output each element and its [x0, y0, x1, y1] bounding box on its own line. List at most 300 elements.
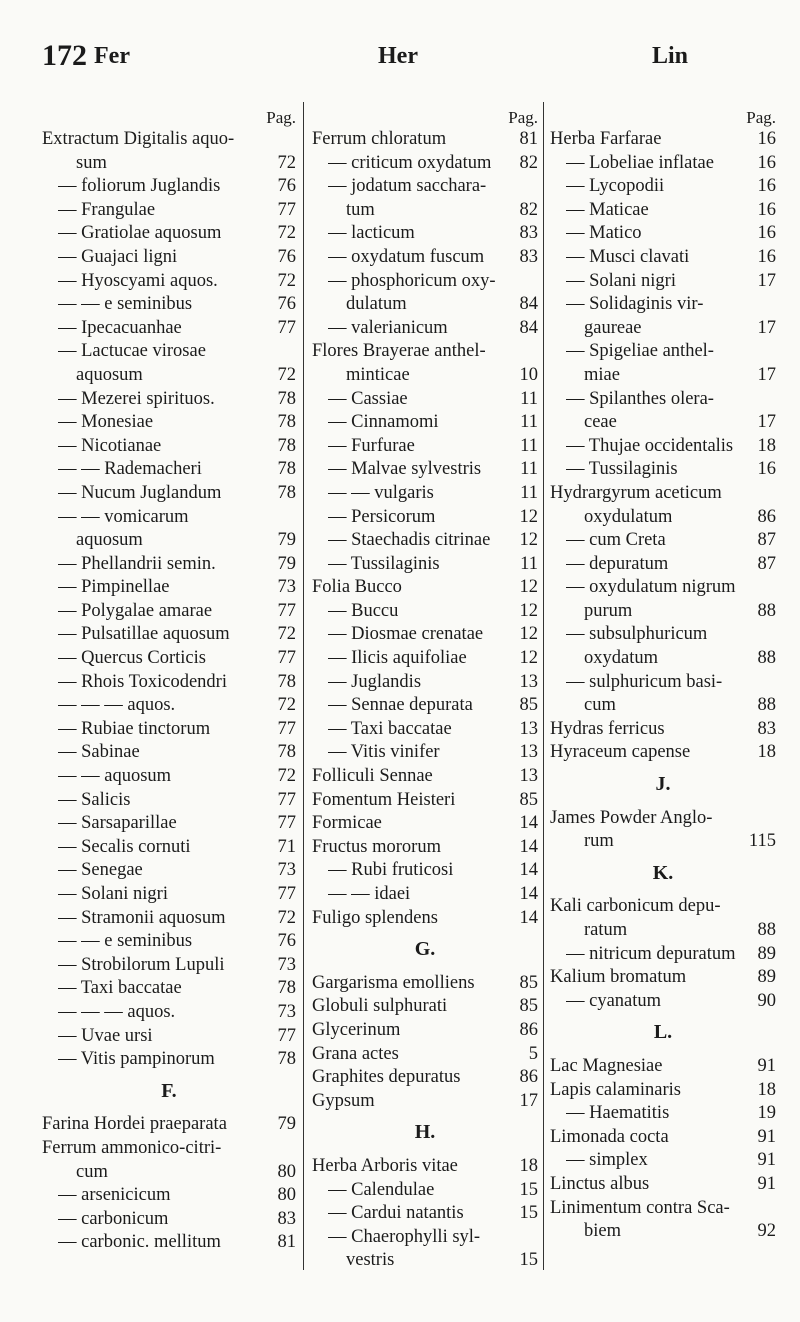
index-entry: [312, 482, 538, 506]
entry-term: — Cinnamomi: [328, 412, 439, 433]
entry-page-number: 10: [519, 364, 538, 385]
entry-page-number: 85: [519, 972, 538, 993]
index-entry: [42, 930, 296, 954]
entry-page-number: 78: [277, 671, 296, 692]
entry-term: Kali carbonicum depu-: [550, 896, 721, 917]
entry-page-number: 91: [757, 1055, 776, 1076]
index-entry: [550, 529, 776, 553]
entry-page-number: 89: [757, 943, 776, 964]
entry-page-number: 90: [757, 990, 776, 1011]
index-entry: [312, 222, 538, 246]
index-entry: [550, 1149, 776, 1173]
entry-page-number: 11: [520, 435, 538, 456]
entry-page-number: 85: [519, 695, 538, 716]
entry-page-number: 92: [757, 1221, 776, 1242]
index-entry: [550, 364, 776, 388]
entry-term: — sulphuricum basi-: [566, 671, 723, 692]
entry-term: Grana actes: [312, 1043, 399, 1064]
entry-page-number: 76: [277, 931, 296, 952]
entry-term: Ferrum ammonico-citri-: [42, 1137, 222, 1158]
entry-page-number: 12: [519, 648, 538, 669]
index-entry: [42, 954, 296, 978]
entry-page-number: 18: [757, 742, 776, 763]
entry-page-number: 88: [757, 695, 776, 716]
index-entry: [312, 718, 538, 742]
entry-term: — Lactucae virosae: [58, 341, 206, 362]
entry-term: — Sabinae: [58, 742, 140, 763]
index-entry: [42, 175, 296, 199]
index-entry: [550, 990, 776, 1014]
index-entry: [550, 175, 776, 199]
index-entry: [42, 977, 296, 1001]
index-entry: [42, 623, 296, 647]
index-entry: [312, 128, 538, 152]
entry-page-number: 11: [520, 482, 538, 503]
entry-term: dulatum: [346, 294, 407, 315]
index-entry: [550, 388, 776, 412]
index-entry: [312, 506, 538, 530]
index-entry: [312, 694, 538, 718]
entry-term: — Thujae occidentalis: [566, 435, 734, 456]
entry-page-number: 91: [757, 1173, 776, 1194]
index-entry: [42, 718, 296, 742]
index-entry: [312, 600, 538, 624]
entry-page-number: 83: [519, 246, 538, 267]
entry-page-number: 88: [757, 648, 776, 669]
entry-term: Folia Bucco: [312, 577, 402, 598]
index-entry: [312, 812, 538, 836]
entry-page-number: 87: [757, 553, 776, 574]
entry-term: — oxydulatum nigrum: [566, 577, 736, 598]
entry-page-number: 79: [277, 553, 296, 574]
index-entry: [550, 600, 776, 624]
entry-term: vestris: [346, 1250, 395, 1271]
entry-page-number: 19: [757, 1103, 776, 1124]
index-entry: [42, 1137, 296, 1161]
entry-page-number: 18: [757, 1079, 776, 1100]
entry-term: — Strobilorum Lupuli: [58, 954, 225, 975]
index-entry: [550, 623, 776, 647]
index-entry: [42, 388, 296, 412]
index-entry: [42, 482, 296, 506]
entry-term: Graphites depuratus: [312, 1067, 461, 1088]
entry-term: Herba Arboris vitae: [312, 1155, 458, 1176]
index-entry: [312, 647, 538, 671]
entry-page-number: 14: [519, 836, 538, 857]
index-entry: [312, 1066, 538, 1090]
entry-page-number: 13: [519, 766, 538, 787]
entry-term: Hydrargyrum aceticum: [550, 482, 722, 503]
entry-term: — Furfurae: [328, 435, 415, 456]
entry-page-number: 17: [519, 1090, 538, 1111]
index-entry: [312, 1090, 538, 1114]
index-entry: [42, 1184, 296, 1208]
entry-page-number: 87: [757, 530, 776, 551]
entry-page-number: 72: [277, 270, 296, 291]
entry-term: Fomentum Heisteri: [312, 789, 456, 810]
entry-page-number: 72: [277, 907, 296, 928]
index-entry: [312, 411, 538, 435]
index-entry: [550, 128, 776, 152]
entry-page-number: 77: [277, 600, 296, 621]
index-entry: [42, 152, 296, 176]
entry-page-number: 78: [277, 412, 296, 433]
index-entry: [312, 1202, 538, 1226]
entry-page-number: 77: [277, 317, 296, 338]
pag-label: Pag.: [508, 108, 538, 127]
entry-term: — — e seminibus: [58, 931, 193, 952]
entry-term: — Buccu: [328, 600, 399, 621]
index-entry: [42, 576, 296, 600]
entry-term: — Cardui natantis: [328, 1203, 464, 1224]
entry-term: Lac Magnesiae: [550, 1055, 663, 1076]
entry-page-number: 11: [520, 412, 538, 433]
index-entry: [550, 1102, 776, 1126]
index-entry: [312, 152, 538, 176]
entry-page-number: 77: [277, 718, 296, 739]
entry-term: Linctus albus: [550, 1173, 650, 1194]
entry-term: — Phellandrii semin.: [58, 553, 216, 574]
entry-page-number: 76: [277, 294, 296, 315]
entry-term: — Nicotianae: [58, 435, 162, 456]
entry-page-number: 72: [277, 695, 296, 716]
index-entry: [550, 919, 776, 943]
index-entry: [42, 907, 296, 931]
entry-term: purum: [584, 600, 633, 621]
index-column-1: [42, 108, 296, 1255]
entry-page-number: 17: [757, 412, 776, 433]
entry-term: — Solani nigri: [58, 884, 168, 904]
entry-page-number: 88: [757, 920, 776, 940]
index-entry: [550, 553, 776, 577]
entry-term: sum: [76, 152, 107, 173]
entry-page-number: 15: [519, 1179, 538, 1200]
entry-term: Fuligo splendens: [312, 907, 438, 928]
index-entry: [550, 411, 776, 435]
entry-term: — Lycopodii: [566, 176, 665, 197]
entry-page-number: 72: [277, 364, 296, 385]
index-entry: [550, 741, 776, 765]
entry-term: ceae: [584, 412, 617, 433]
index-entry: [312, 199, 538, 223]
entry-page-number: 76: [277, 176, 296, 197]
entry-term: — Cassiae: [328, 388, 408, 409]
entry-term: — — — aquos.: [58, 695, 176, 716]
entry-page-number: 11: [520, 553, 538, 574]
entry-term: — Maticae: [566, 199, 649, 220]
index-entry: [550, 506, 776, 530]
index-entry: [312, 836, 538, 860]
entry-term: Linimentum contra Sca-: [550, 1197, 730, 1218]
index-entry: [42, 293, 296, 317]
entry-page-number: 12: [519, 624, 538, 645]
entry-page-number: 82: [519, 199, 538, 220]
index-entry: [312, 907, 538, 931]
entry-page-number: 16: [757, 246, 776, 267]
entry-term: Hydras ferricus: [550, 718, 665, 739]
entry-term: — — Rademacheri: [58, 459, 202, 480]
index-entry: [550, 317, 776, 341]
entry-page-number: 77: [277, 199, 296, 220]
entry-term: — Tussilaginis: [328, 553, 440, 574]
entry-term: — carbonicum: [58, 1208, 169, 1229]
index-entry: [550, 293, 776, 317]
entry-term: oxydulatum: [584, 506, 673, 527]
entry-page-number: 88: [757, 600, 776, 621]
index-entry: [312, 458, 538, 482]
entry-term: — Pimpinellae: [58, 577, 170, 598]
index-entry: [42, 1161, 296, 1185]
index-entry: [42, 529, 296, 553]
entry-page-number: 72: [277, 624, 296, 645]
entry-page-number: 91: [757, 1126, 776, 1147]
index-entry: [42, 1231, 296, 1255]
entry-page-number: 12: [519, 530, 538, 551]
entry-page-number: 14: [519, 884, 538, 904]
index-entry: [42, 1001, 296, 1025]
entry-page-number: 72: [277, 766, 296, 787]
entry-page-number: 83: [277, 1208, 296, 1229]
entry-page-number: 86: [519, 1019, 538, 1040]
entry-term: rum: [584, 831, 614, 852]
entry-term: — Solani nigri: [566, 270, 676, 291]
index-entry: [312, 1179, 538, 1203]
index-entry: [550, 943, 776, 967]
index-entry: [42, 246, 296, 270]
entry-term: — cum Creta: [566, 530, 666, 551]
entry-term: — criticum oxydatum: [328, 152, 492, 173]
entry-term: — valerianicum: [328, 317, 448, 338]
index-entry: [42, 694, 296, 718]
entry-page-number: 91: [757, 1150, 776, 1171]
entry-term: — Sennae depurata: [328, 695, 473, 716]
entry-page-number: 5: [528, 1043, 538, 1064]
entry-term: — Secalis cornuti: [58, 836, 191, 857]
entry-term: Formicae: [312, 813, 382, 834]
entry-term: — Rhois Toxicodendri: [58, 671, 227, 692]
index-entry: [312, 529, 538, 553]
entry-term: Glycerinum: [312, 1019, 401, 1040]
index-entry: [42, 859, 296, 883]
index-entry: [42, 435, 296, 459]
index-entry: [312, 883, 538, 907]
entry-page-number: 12: [519, 600, 538, 621]
entry-page-number: 79: [277, 530, 296, 551]
entry-page-number: 77: [277, 648, 296, 669]
index-entry: [550, 966, 776, 990]
entry-page-number: 79: [277, 1114, 296, 1135]
entry-page-number: 73: [277, 577, 296, 598]
header-right-keyword: Lin: [652, 43, 689, 69]
index-entry: [42, 741, 296, 765]
entry-page-number: 76: [277, 246, 296, 267]
index-entry: [550, 1126, 776, 1150]
entry-term: — Senegae: [58, 860, 143, 881]
entry-term: — — e seminibus: [58, 294, 193, 315]
entry-term: aquosum: [76, 364, 143, 385]
index-entry: [312, 1043, 538, 1067]
section-letter: L.: [653, 1021, 673, 1044]
entry-page-number: 77: [277, 884, 296, 904]
entry-term: — Ipecacuanhae: [58, 317, 182, 338]
index-entry: [550, 576, 776, 600]
entry-page-number: 12: [519, 506, 538, 527]
entry-page-number: 86: [519, 1067, 538, 1088]
entry-term: cum: [76, 1161, 108, 1182]
index-column-2: [312, 108, 538, 1273]
entry-page-number: 78: [277, 1049, 296, 1070]
entry-page-number: 83: [519, 223, 538, 244]
entry-page-number: 115: [748, 831, 776, 852]
entry-page-number: 85: [519, 996, 538, 1017]
index-entry: [312, 1226, 538, 1250]
index-entry: [42, 671, 296, 695]
index-entry: [550, 435, 776, 459]
entry-page-number: 15: [519, 1203, 538, 1224]
entry-term: Hyraceum capense: [550, 742, 691, 763]
index-entry: [42, 883, 296, 907]
pag-label: Pag.: [266, 108, 296, 127]
index-entry: [312, 340, 538, 364]
index-entry: [42, 270, 296, 294]
index-entry: [550, 482, 776, 506]
entry-page-number: 14: [519, 860, 538, 881]
section-letter: J.: [655, 773, 671, 796]
index-entry: [312, 388, 538, 412]
index-entry: [42, 222, 296, 246]
index-entry: [42, 553, 296, 577]
index-entry: [550, 694, 776, 718]
entry-page-number: 77: [277, 789, 296, 810]
entry-term: — depuratum: [566, 553, 669, 574]
entry-term: — — — aquos.: [58, 1001, 176, 1022]
entry-page-number: 78: [277, 435, 296, 456]
entry-term: — Stramonii aquosum: [58, 907, 226, 928]
section-letter: H.: [414, 1121, 436, 1144]
entry-page-number: 16: [757, 459, 776, 480]
index-entry: [550, 340, 776, 364]
entry-term: — Quercus Corticis: [58, 648, 206, 669]
entry-term: — — aquosum: [58, 766, 172, 787]
entry-term: — Rubiae tinctorum: [58, 718, 211, 739]
index-entry: [550, 1197, 776, 1221]
index-entry: [550, 807, 776, 831]
index-column-3: [550, 108, 776, 1244]
index-entry: [42, 836, 296, 860]
entry-page-number: 13: [519, 718, 538, 739]
entry-page-number: 18: [757, 435, 776, 456]
index-entry: [42, 317, 296, 341]
entry-term: — phosphoricum oxy-: [328, 270, 496, 291]
entry-page-number: 80: [277, 1161, 296, 1182]
entry-term: — Gratiolae aquosum: [58, 223, 222, 244]
entry-term: — Calendulae: [328, 1179, 435, 1200]
entry-term: Gypsum: [312, 1090, 375, 1111]
entry-page-number: 14: [519, 813, 538, 834]
index-entry: [42, 506, 296, 530]
index-entry: [312, 270, 538, 294]
entry-term: — cyanatum: [566, 990, 662, 1011]
entry-term: — oxydatum fuscum: [328, 246, 485, 267]
index-entry: [312, 364, 538, 388]
index-entry: [550, 246, 776, 270]
index-entry: [42, 1113, 296, 1137]
index-entry: [42, 1208, 296, 1232]
entry-term: — Juglandis: [328, 671, 422, 692]
entry-page-number: 78: [277, 459, 296, 480]
entry-page-number: 17: [757, 364, 776, 385]
index-entry: [42, 647, 296, 671]
entry-term: Folliculi Sennae: [312, 766, 433, 787]
entry-term: Herba Farfarae: [550, 129, 662, 149]
entry-term: — Sarsaparillae: [58, 813, 177, 834]
entry-page-number: 77: [277, 813, 296, 834]
entry-term: — — vomicarum: [58, 506, 189, 527]
entry-term: oxydatum: [584, 648, 658, 669]
entry-term: — lacticum: [328, 223, 415, 244]
entry-page-number: 73: [277, 954, 296, 975]
index-entry: [550, 647, 776, 671]
entry-page-number: 13: [519, 671, 538, 692]
entry-term: — Diosmae crenatae: [328, 624, 484, 645]
page-number: 172: [42, 39, 87, 72]
index-entry: [550, 1079, 776, 1103]
index-entry: [42, 199, 296, 223]
entry-term: Flores Brayerae anthel-: [312, 341, 486, 362]
entry-term: — Spigeliae anthel-: [566, 341, 714, 362]
entry-page-number: 71: [277, 836, 296, 857]
entry-term: — Spilanthes olera-: [566, 388, 714, 409]
index-entry: [42, 340, 296, 364]
entry-term: — Polygalae amarae: [58, 600, 213, 621]
index-entry: [42, 812, 296, 836]
entry-page-number: 86: [757, 506, 776, 527]
entry-page-number: 82: [519, 152, 538, 173]
entry-term: — Uvae ursi: [58, 1025, 153, 1046]
entry-term: — foliorum Juglandis: [58, 176, 221, 197]
index-entry: [550, 458, 776, 482]
entry-page-number: 12: [519, 577, 538, 598]
index-entry: [550, 895, 776, 919]
index-entry: [550, 199, 776, 223]
index-entry: [550, 1055, 776, 1079]
entry-page-number: 16: [757, 129, 776, 149]
entry-term: — Malvae sylvestris: [328, 459, 482, 480]
index-entry: [550, 830, 776, 854]
entry-term: — Matico: [566, 223, 642, 244]
entry-page-number: 78: [277, 388, 296, 409]
index-entry: [312, 671, 538, 695]
entry-term: — Taxi baccatae: [328, 718, 452, 739]
entry-term: — Lobeliae inflatae: [566, 152, 714, 173]
entry-term: — carbonic. mellitum: [58, 1232, 221, 1253]
entry-term: — Pulsatillae aquosum: [58, 624, 230, 645]
entry-term: — Mezerei spirituos.: [58, 388, 215, 409]
index-entry: [312, 317, 538, 341]
entry-term: — Vitis vinifer: [328, 742, 440, 763]
entry-term: — arsenicicum: [58, 1185, 171, 1206]
entry-page-number: 89: [757, 967, 776, 988]
entry-term: — Persicorum: [328, 506, 436, 527]
entry-term: Lapis calaminaris: [550, 1079, 681, 1100]
entry-term: — simplex: [566, 1150, 648, 1171]
entry-term: — Haematitis: [566, 1103, 670, 1124]
entry-page-number: 78: [277, 978, 296, 999]
entry-page-number: 83: [757, 718, 776, 739]
index-entry: [42, 1025, 296, 1049]
entry-term: Farina Hordei praeparata: [42, 1114, 227, 1135]
entry-term: biem: [584, 1221, 621, 1242]
